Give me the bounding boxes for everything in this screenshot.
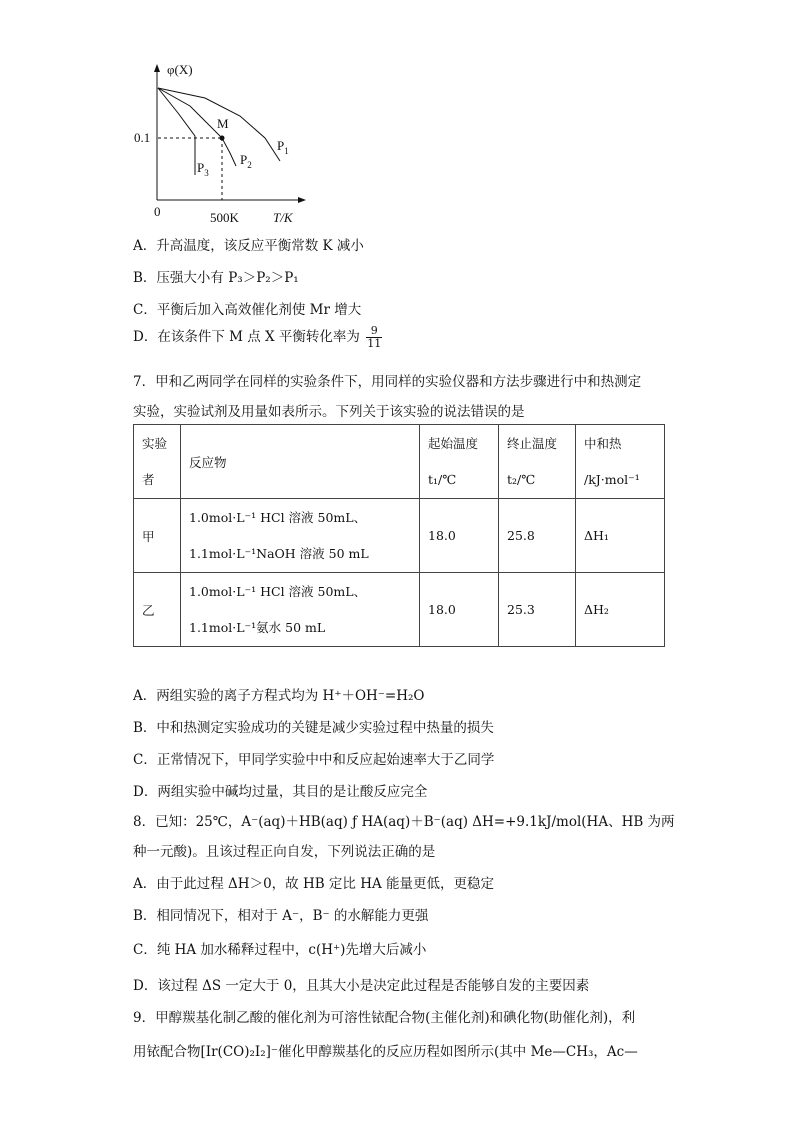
cell-start-temp: 18.0 [420, 499, 499, 573]
q8-option-d: D．该过程 ΔS 一定大于 0，且其大小是决定此过程是否能够自发的主要因素 [133, 978, 590, 994]
q7-stem-line2: 实验，实验试剂及用量如表所示。下列关于该实验的说法错误的是 [133, 404, 525, 420]
q8-option-c: C．纯 HA 加水稀释过程中，c(H⁺)先增大后减小 [133, 942, 427, 958]
curve-p3 [158, 88, 195, 175]
header-experimenter: 实验 者 [134, 425, 181, 499]
q6-option-d [133, 325, 382, 350]
q7-option-d: D．两组实验中碱均过量，其目的是让酸反应完全 [133, 784, 428, 800]
header-end-temp: 终止温度 t₂/℃ [499, 425, 576, 499]
q9-stem-line2: 用铱配合物[Ir(CO)₂I₂]⁻催化甲醇羰基化的反应历程如图所示(其中 Me—CH₃，Ac— [133, 1044, 638, 1060]
x-axis-label: T/K [273, 210, 293, 225]
cell-start-temp: 18.0 [420, 573, 499, 647]
table-row [134, 573, 665, 647]
table-header-row [134, 425, 665, 499]
q8-stem-line2: 种一元酸)。且该过程正向自发，下列说法正确的是 [133, 844, 436, 860]
point-m [220, 136, 225, 141]
point-m-label: M [217, 116, 229, 131]
cell-reactants: 1.0mol·L⁻¹ HCl 溶液 50mL、 1.1mol·L⁻¹NaOH 溶液 50 mL [181, 499, 420, 573]
q7-option-a: A．两组实验的离子方程式均为 H⁺＋OH⁻=H₂O [133, 688, 425, 704]
fraction-denominator: 11 [367, 337, 382, 350]
x-axis-arrow [298, 197, 306, 203]
origin-label: 0 [154, 204, 161, 219]
q7-option-c: C．正常情况下，甲同学实验中中和反应起始速率大于乙同学 [133, 752, 495, 768]
q8-option-b: B．相同情况下，相对于 A⁻，B⁻ 的水解能力更强 [133, 908, 429, 924]
cell-heat: ΔH₂ [576, 573, 665, 647]
header-heat: 中和热 /kJ·mol⁻¹ [576, 425, 665, 499]
cell-end-temp: 25.3 [499, 573, 576, 647]
y-axis-label: φ(X) [167, 62, 193, 77]
y-axis-arrow [154, 64, 160, 72]
q6-option-b: B．压强大小有 P₃＞P₂＞P₁ [133, 270, 299, 286]
p3-label: $P_3$ [197, 160, 209, 178]
cell-end-temp: 25.8 [499, 499, 576, 573]
q6-option-a: A．升高温度，该反应平衡常数 K 减小 [133, 238, 364, 254]
p2-label: $P_2$ [240, 152, 252, 170]
q6-option-d-fraction [366, 325, 382, 350]
fraction-numerator: 9 [366, 325, 382, 338]
header-start-temp: 起始温度 t₁/℃ [420, 425, 499, 499]
table-row [134, 499, 665, 573]
cell-experimenter: 甲 [134, 499, 181, 573]
q9-stem-line1: 9．甲醇羰基化制乙酸的催化剂为可溶性铱配合物(主催化剂)和碘化物(助催化剂)，利 [133, 1010, 636, 1026]
p1-label: $P_1$ [277, 138, 289, 156]
q6-option-d-text: D．在该条件下 M 点 X 平衡转化率为 [133, 329, 360, 345]
phi-temperature-graph [130, 58, 310, 228]
x-tick-label: 500K [210, 210, 239, 225]
experiment-table [133, 424, 665, 647]
header-reactants: 反应物 [181, 425, 420, 499]
cell-heat: ΔH₁ [576, 499, 665, 573]
q6-option-c: C．平衡后加入高效催化剂使 Mr 增大 [133, 302, 362, 318]
q7-option-b: B．中和热测定实验成功的关键是减少实验过程中热量的损失 [133, 720, 494, 736]
cell-experimenter: 乙 [134, 573, 181, 647]
q8-stem-line1: 8．已知：25℃，A⁻(aq)＋HB(aq) ƒ HA(aq)＋B⁻(aq) ΔH=+9.1kJ/mol(HA、HB 为两 [133, 814, 675, 830]
q8-option-a: A．由于此过程 ΔH＞0，故 HB 定比 HA 能量更低，更稳定 [133, 876, 495, 892]
y-tick-label: 0.1 [134, 130, 151, 145]
q7-stem-line1: 7．甲和乙两同学在同样的实验条件下，用同样的实验仪器和方法步骤进行中和热测定 [133, 374, 642, 390]
cell-reactants: 1.0mol·L⁻¹ HCl 溶液 50mL、 1.1mol·L⁻¹氨水 50 mL [181, 573, 420, 647]
